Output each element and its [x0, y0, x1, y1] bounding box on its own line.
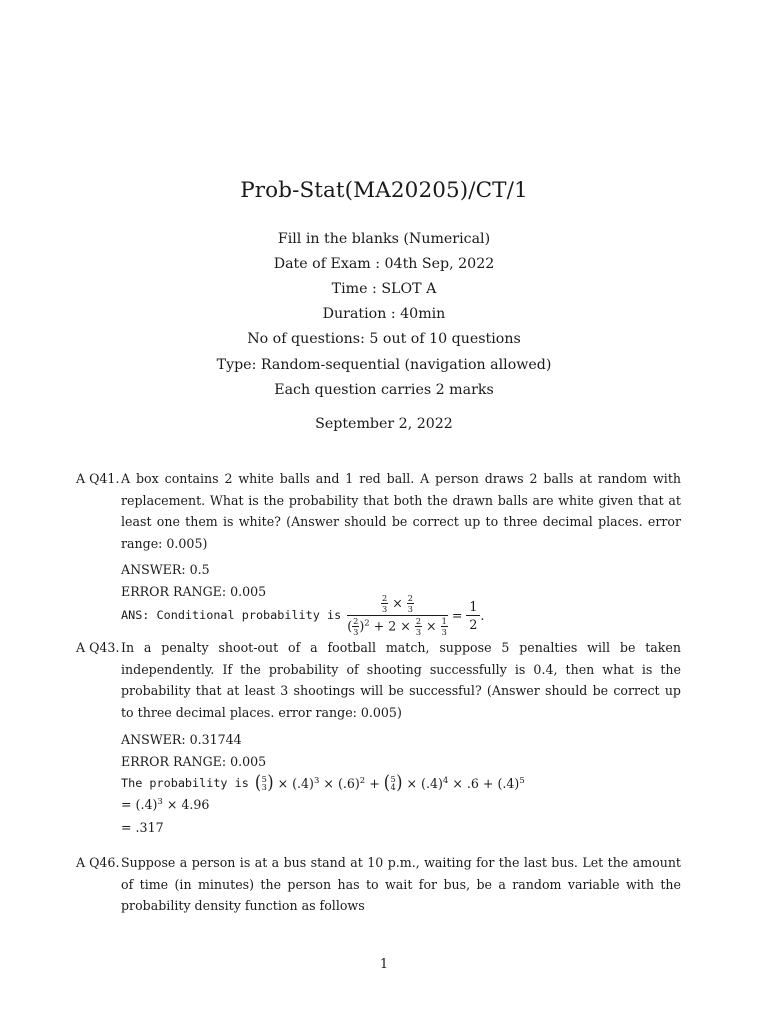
page-number: 1 — [379, 956, 388, 971]
binomial-5-choose-4: ( 5 4 ) — [383, 771, 403, 794]
probability-expression: The probability is ( 5 3 ) × $(.4)^3 \times (.6)^2$ + ( 5 4 ) × $(.4)^4 \times .6 + (.4)^5$ — [121, 771, 525, 794]
answer-value: ANSWER: 0.31744 — [121, 732, 242, 747]
meta-line-type: Fill in the blanks (Numerical) — [277, 231, 491, 247]
answer-value: ANSWER: 0.5 — [121, 562, 210, 577]
meta-line-navigation-type: Type: Random-sequential (navigation allowed) — [216, 357, 552, 373]
explanation-prefix: The probability is — [121, 776, 249, 790]
final-result: = .317 — [121, 820, 164, 835]
meta-line-marks: Each question carries 2 marks — [274, 382, 494, 398]
error-range: ERROR RANGE: 0.005 — [121, 584, 267, 599]
binomial-5-choose-3: ( 5 3 ) — [254, 771, 274, 794]
meta-line-question-count: No of questions: 5 out of 10 questions — [247, 331, 521, 347]
meta-line-time: Time : SLOT A — [331, 281, 437, 297]
question-text: In a penalty shoot-out of a football match, suppose 5 penalties will be taken independently. If the probability of shooting successfully is 0.4, then what is the probability that at least 3 shootings will be successful? (Answer should be correct up to three decimal places. error range: 0.005) — [121, 640, 681, 720]
simplified-expression: = $(.4)^3 \times 4.96$ — [121, 797, 210, 812]
meta-line-duration: Duration : 40min — [322, 306, 446, 322]
question-label: A Q43. — [76, 640, 120, 655]
explanation-prefix: ANS: Conditional probability is — [121, 608, 342, 622]
conditional-probability-formula: $\frac{2}{3}$ × $\frac{2}{3}$ ( $\frac{2}{3}$ )$^2$ + 2 × $\frac{2}{3}$ × $\frac{1}{3}$ — [347, 592, 447, 637]
question-text: A box contains 2 white balls and 1 red ball. A person draws 2 balls at random with replacement. What is the probability that both the drawn balls are white given that at least one them is white? (Answer should be correct up to three decimal places. error range: 0.005) — [121, 471, 681, 551]
document-title: Prob-Stat(MA20205)/CT/1 — [240, 178, 528, 203]
result-fraction: $\frac{1}{2}$ — [466, 599, 480, 632]
question-label: A Q41. — [76, 471, 120, 486]
question-label: A Q46. — [76, 855, 120, 870]
document-date: September 2, 2022 — [315, 416, 453, 432]
question-text: Suppose a person is at a bus stand at 10 p.m., waiting for the last bus. Let the amount of time (in minutes) the person has to wait for bus, be a random variable with the probability density function as follows — [121, 855, 681, 913]
meta-line-date-of-exam: Date of Exam : 04th Sep, 2022 — [273, 256, 495, 272]
answer-explanation: ANS: Conditional probability is $\frac{2}{3}$ × $\frac{2}{3}$ ( $\frac{2}{3}$ )$^2$ + 2 × $\frac{2}{3}$ × $\frac{1}{3}$ = $\frac{1}{2}$ . — [121, 592, 485, 637]
error-range: ERROR RANGE: 0.005 — [121, 754, 267, 769]
